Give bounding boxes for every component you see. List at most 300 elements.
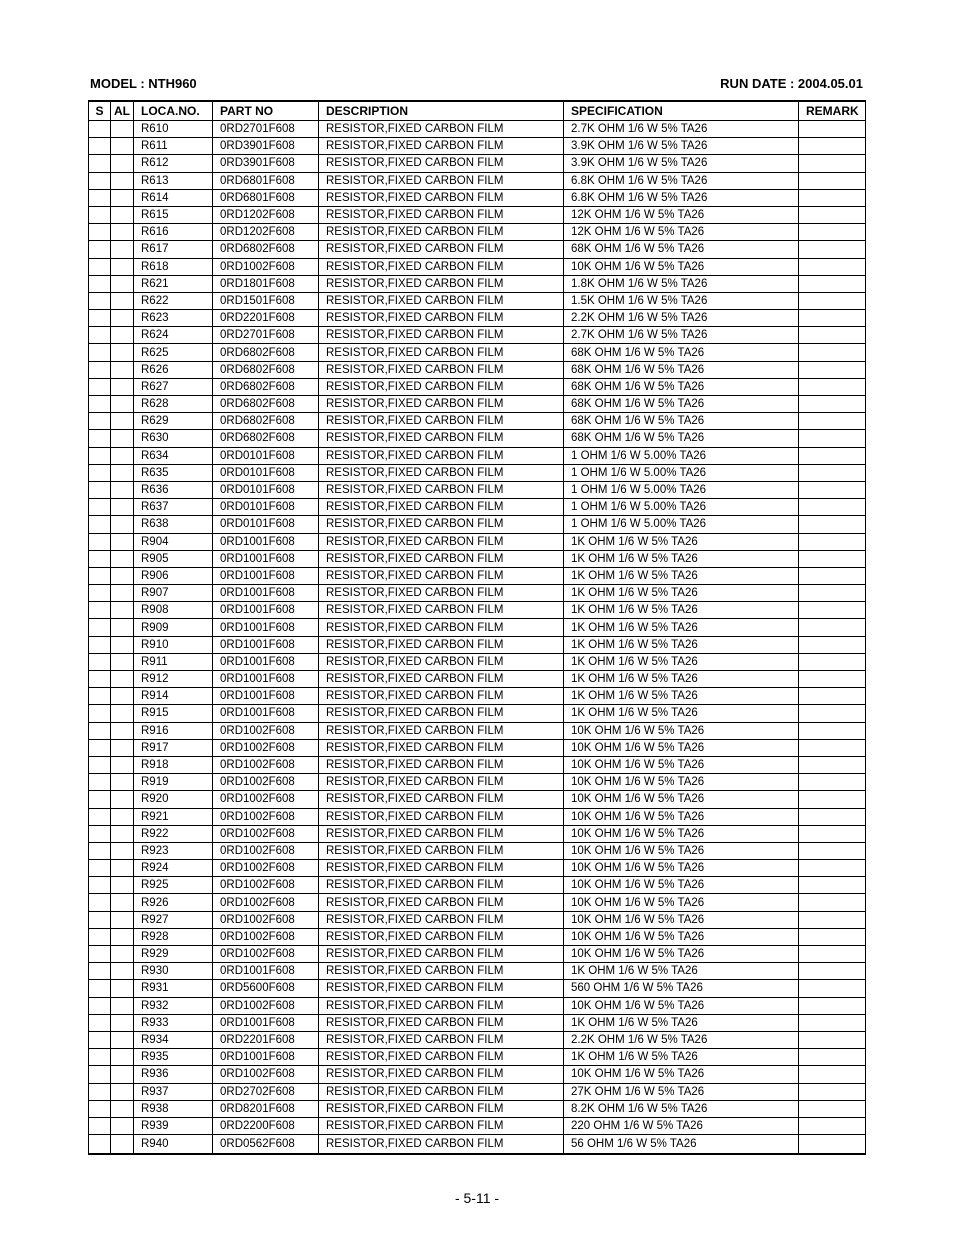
description-cell: RESISTOR,FIXED CARBON FILM	[319, 636, 564, 653]
loca-cell: R928	[134, 928, 213, 945]
description-cell: RESISTOR,FIXED CARBON FILM	[319, 172, 564, 189]
loca-cell: R621	[134, 275, 213, 292]
description-cell: RESISTOR,FIXED CARBON FILM	[319, 980, 564, 997]
specification-cell: 1K OHM 1/6 W 5% TA26	[564, 653, 799, 670]
loca-cell: R921	[134, 808, 213, 825]
table-row	[89, 275, 866, 292]
table-row	[89, 842, 866, 859]
specification-cell: 1.5K OHM 1/6 W 5% TA26	[564, 292, 799, 309]
part-no-cell: 0RD1002F608	[213, 842, 319, 859]
description-cell: RESISTOR,FIXED CARBON FILM	[319, 516, 564, 533]
loca-cell: R911	[134, 653, 213, 670]
specification-cell: 10K OHM 1/6 W 5% TA26	[564, 894, 799, 911]
remark-cell	[799, 567, 866, 584]
part-no-cell: 0RD1002F608	[213, 258, 319, 275]
al-cell	[111, 602, 134, 619]
remark-cell	[799, 206, 866, 223]
al-cell	[111, 808, 134, 825]
remark-cell	[799, 241, 866, 258]
table-row	[89, 533, 866, 550]
loca-cell: R925	[134, 877, 213, 894]
col-header-al: AL	[111, 101, 134, 121]
table-row	[89, 396, 866, 413]
description-cell: RESISTOR,FIXED CARBON FILM	[319, 791, 564, 808]
s-cell	[89, 310, 111, 327]
table-row	[89, 1014, 866, 1031]
specification-cell: 10K OHM 1/6 W 5% TA26	[564, 842, 799, 859]
specification-cell: 12K OHM 1/6 W 5% TA26	[564, 224, 799, 241]
remark-cell	[799, 911, 866, 928]
loca-cell: R929	[134, 946, 213, 963]
part-no-cell: 0RD1001F608	[213, 533, 319, 550]
remark-cell	[799, 928, 866, 945]
s-cell	[89, 499, 111, 516]
s-cell	[89, 997, 111, 1014]
remark-cell	[799, 155, 866, 172]
loca-cell: R919	[134, 774, 213, 791]
description-cell: RESISTOR,FIXED CARBON FILM	[319, 756, 564, 773]
specification-cell: 10K OHM 1/6 W 5% TA26	[564, 946, 799, 963]
description-cell: RESISTOR,FIXED CARBON FILM	[319, 1117, 564, 1134]
description-cell: RESISTOR,FIXED CARBON FILM	[319, 447, 564, 464]
specification-cell: 6.8K OHM 1/6 W 5% TA26	[564, 172, 799, 189]
al-cell	[111, 980, 134, 997]
remark-cell	[799, 894, 866, 911]
part-no-cell: 0RD1002F608	[213, 756, 319, 773]
s-cell	[89, 155, 111, 172]
part-no-cell: 0RD0562F608	[213, 1135, 319, 1155]
part-no-cell: 0RD1002F608	[213, 928, 319, 945]
specification-cell: 10K OHM 1/6 W 5% TA26	[564, 722, 799, 739]
part-no-cell: 0RD6801F608	[213, 172, 319, 189]
remark-cell	[799, 361, 866, 378]
part-no-cell: 0RD1002F608	[213, 997, 319, 1014]
part-no-cell: 0RD1001F608	[213, 671, 319, 688]
table-row	[89, 1031, 866, 1048]
loca-cell: R617	[134, 241, 213, 258]
loca-cell: R912	[134, 671, 213, 688]
col-header-remark: REMARK	[799, 101, 866, 121]
remark-cell	[799, 224, 866, 241]
remark-cell	[799, 619, 866, 636]
remark-cell	[799, 756, 866, 773]
specification-cell: 1 OHM 1/6 W 5.00% TA26	[564, 447, 799, 464]
al-cell	[111, 842, 134, 859]
al-cell	[111, 1083, 134, 1100]
loca-cell: R923	[134, 842, 213, 859]
part-no-cell: 0RD0101F608	[213, 464, 319, 481]
al-cell	[111, 1014, 134, 1031]
table-row	[89, 189, 866, 206]
loca-cell: R629	[134, 413, 213, 430]
remark-cell	[799, 292, 866, 309]
al-cell	[111, 378, 134, 395]
table-row	[89, 327, 866, 344]
description-cell: RESISTOR,FIXED CARBON FILM	[319, 671, 564, 688]
part-no-cell: 0RD1002F608	[213, 739, 319, 756]
description-cell: RESISTOR,FIXED CARBON FILM	[319, 224, 564, 241]
s-cell	[89, 705, 111, 722]
part-no-cell: 0RD6802F608	[213, 241, 319, 258]
al-cell	[111, 396, 134, 413]
s-cell	[89, 928, 111, 945]
s-cell	[89, 722, 111, 739]
al-cell	[111, 550, 134, 567]
table-row	[89, 241, 866, 258]
table-row	[89, 1066, 866, 1083]
description-cell: RESISTOR,FIXED CARBON FILM	[319, 464, 564, 481]
description-cell: RESISTOR,FIXED CARBON FILM	[319, 258, 564, 275]
table-row	[89, 688, 866, 705]
description-cell: RESISTOR,FIXED CARBON FILM	[319, 121, 564, 138]
col-header-loca: LOCA.NO.	[134, 101, 213, 121]
part-no-cell: 0RD1002F608	[213, 1066, 319, 1083]
part-no-cell: 0RD2701F608	[213, 121, 319, 138]
remark-cell	[799, 310, 866, 327]
specification-cell: 68K OHM 1/6 W 5% TA26	[564, 396, 799, 413]
part-no-cell: 0RD5600F608	[213, 980, 319, 997]
description-cell: RESISTOR,FIXED CARBON FILM	[319, 842, 564, 859]
remark-cell	[799, 1014, 866, 1031]
loca-cell: R914	[134, 688, 213, 705]
al-cell	[111, 224, 134, 241]
al-cell	[111, 946, 134, 963]
description-cell: RESISTOR,FIXED CARBON FILM	[319, 946, 564, 963]
description-cell: RESISTOR,FIXED CARBON FILM	[319, 619, 564, 636]
remark-cell	[799, 1100, 866, 1117]
al-cell	[111, 653, 134, 670]
part-no-cell: 0RD0101F608	[213, 499, 319, 516]
al-cell	[111, 481, 134, 498]
s-cell	[89, 602, 111, 619]
part-no-cell: 0RD1001F608	[213, 963, 319, 980]
al-cell	[111, 327, 134, 344]
specification-cell: 10K OHM 1/6 W 5% TA26	[564, 774, 799, 791]
loca-cell: R622	[134, 292, 213, 309]
specification-cell: 10K OHM 1/6 W 5% TA26	[564, 1066, 799, 1083]
table-row	[89, 258, 866, 275]
s-cell	[89, 464, 111, 481]
specification-cell: 56 OHM 1/6 W 5% TA26	[564, 1135, 799, 1155]
loca-cell: R934	[134, 1031, 213, 1048]
remark-cell	[799, 705, 866, 722]
description-cell: RESISTOR,FIXED CARBON FILM	[319, 430, 564, 447]
loca-cell: R924	[134, 860, 213, 877]
s-cell	[89, 189, 111, 206]
specification-cell: 2.2K OHM 1/6 W 5% TA26	[564, 1031, 799, 1048]
s-cell	[89, 396, 111, 413]
s-cell	[89, 206, 111, 223]
description-cell: RESISTOR,FIXED CARBON FILM	[319, 825, 564, 842]
table-row	[89, 550, 866, 567]
table-row	[89, 1117, 866, 1134]
page-number: - 5-11 -	[454, 1190, 500, 1206]
al-cell	[111, 258, 134, 275]
description-cell: RESISTOR,FIXED CARBON FILM	[319, 774, 564, 791]
loca-cell: R616	[134, 224, 213, 241]
loca-cell: R933	[134, 1014, 213, 1031]
s-cell	[89, 361, 111, 378]
s-cell	[89, 1014, 111, 1031]
al-cell	[111, 413, 134, 430]
al-cell	[111, 688, 134, 705]
remark-cell	[799, 585, 866, 602]
s-cell	[89, 1100, 111, 1117]
table-row	[89, 602, 866, 619]
remark-cell	[799, 722, 866, 739]
table-row	[89, 585, 866, 602]
part-no-cell: 0RD0101F608	[213, 516, 319, 533]
al-cell	[111, 499, 134, 516]
description-cell: RESISTOR,FIXED CARBON FILM	[319, 550, 564, 567]
description-cell: RESISTOR,FIXED CARBON FILM	[319, 1014, 564, 1031]
loca-cell: R624	[134, 327, 213, 344]
table-row	[89, 636, 866, 653]
remark-cell	[799, 1083, 866, 1100]
specification-cell: 10K OHM 1/6 W 5% TA26	[564, 808, 799, 825]
specification-cell: 1K OHM 1/6 W 5% TA26	[564, 636, 799, 653]
al-cell	[111, 172, 134, 189]
table-row	[89, 705, 866, 722]
al-cell	[111, 516, 134, 533]
part-no-cell: 0RD3901F608	[213, 155, 319, 172]
table-row	[89, 413, 866, 430]
col-header-specification: SPECIFICATION	[564, 101, 799, 121]
s-cell	[89, 1083, 111, 1100]
remark-cell	[799, 481, 866, 498]
s-cell	[89, 774, 111, 791]
table-row	[89, 653, 866, 670]
s-cell	[89, 481, 111, 498]
al-cell	[111, 1117, 134, 1134]
specification-cell: 1K OHM 1/6 W 5% TA26	[564, 1014, 799, 1031]
remark-cell	[799, 344, 866, 361]
part-no-cell: 0RD1001F608	[213, 602, 319, 619]
table-row	[89, 292, 866, 309]
al-cell	[111, 791, 134, 808]
s-cell	[89, 413, 111, 430]
s-cell	[89, 292, 111, 309]
description-cell: RESISTOR,FIXED CARBON FILM	[319, 413, 564, 430]
remark-cell	[799, 172, 866, 189]
description-cell: RESISTOR,FIXED CARBON FILM	[319, 1031, 564, 1048]
table-row	[89, 361, 866, 378]
loca-cell: R932	[134, 997, 213, 1014]
description-cell: RESISTOR,FIXED CARBON FILM	[319, 344, 564, 361]
al-cell	[111, 567, 134, 584]
remark-cell	[799, 653, 866, 670]
loca-cell: R615	[134, 206, 213, 223]
part-no-cell: 0RD1001F608	[213, 1049, 319, 1066]
table-row	[89, 138, 866, 155]
al-cell	[111, 292, 134, 309]
specification-cell: 1 OHM 1/6 W 5.00% TA26	[564, 516, 799, 533]
loca-cell: R612	[134, 155, 213, 172]
al-cell	[111, 825, 134, 842]
s-cell	[89, 877, 111, 894]
s-cell	[89, 894, 111, 911]
part-no-cell: 0RD1001F608	[213, 567, 319, 584]
s-cell	[89, 533, 111, 550]
description-cell: RESISTOR,FIXED CARBON FILM	[319, 327, 564, 344]
specification-cell: 3.9K OHM 1/6 W 5% TA26	[564, 155, 799, 172]
specification-cell: 1K OHM 1/6 W 5% TA26	[564, 688, 799, 705]
remark-cell	[799, 327, 866, 344]
s-cell	[89, 275, 111, 292]
table-row	[89, 774, 866, 791]
table-row	[89, 722, 866, 739]
remark-cell	[799, 877, 866, 894]
loca-cell: R917	[134, 739, 213, 756]
remark-cell	[799, 1117, 866, 1134]
table-row	[89, 1135, 866, 1155]
table-row	[89, 756, 866, 773]
s-cell	[89, 241, 111, 258]
specification-cell: 10K OHM 1/6 W 5% TA26	[564, 877, 799, 894]
description-cell: RESISTOR,FIXED CARBON FILM	[319, 1135, 564, 1155]
al-cell	[111, 344, 134, 361]
description-cell: RESISTOR,FIXED CARBON FILM	[319, 189, 564, 206]
s-cell	[89, 688, 111, 705]
part-no-cell: 0RD6802F608	[213, 413, 319, 430]
part-no-cell: 0RD2702F608	[213, 1083, 319, 1100]
specification-cell: 1K OHM 1/6 W 5% TA26	[564, 602, 799, 619]
description-cell: RESISTOR,FIXED CARBON FILM	[319, 1100, 564, 1117]
s-cell	[89, 447, 111, 464]
table-row	[89, 378, 866, 395]
table-row	[89, 997, 866, 1014]
specification-cell: 68K OHM 1/6 W 5% TA26	[564, 361, 799, 378]
table-row	[89, 1049, 866, 1066]
remark-cell	[799, 430, 866, 447]
part-no-cell: 0RD0101F608	[213, 447, 319, 464]
al-cell	[111, 447, 134, 464]
description-cell: RESISTOR,FIXED CARBON FILM	[319, 241, 564, 258]
description-cell: RESISTOR,FIXED CARBON FILM	[319, 1049, 564, 1066]
remark-cell	[799, 963, 866, 980]
description-cell: RESISTOR,FIXED CARBON FILM	[319, 911, 564, 928]
table-row	[89, 1100, 866, 1117]
s-cell	[89, 344, 111, 361]
part-no-cell: 0RD1002F608	[213, 911, 319, 928]
specification-cell: 10K OHM 1/6 W 5% TA26	[564, 825, 799, 842]
description-cell: RESISTOR,FIXED CARBON FILM	[319, 533, 564, 550]
loca-cell: R906	[134, 567, 213, 584]
description-cell: RESISTOR,FIXED CARBON FILM	[319, 310, 564, 327]
al-cell	[111, 722, 134, 739]
al-cell	[111, 464, 134, 481]
part-no-cell: 0RD1202F608	[213, 224, 319, 241]
description-cell: RESISTOR,FIXED CARBON FILM	[319, 396, 564, 413]
loca-cell: R908	[134, 602, 213, 619]
loca-cell: R915	[134, 705, 213, 722]
loca-cell: R940	[134, 1135, 213, 1155]
part-no-cell: 0RD6802F608	[213, 396, 319, 413]
remark-cell	[799, 1066, 866, 1083]
table-row	[89, 963, 866, 980]
specification-cell: 1K OHM 1/6 W 5% TA26	[564, 963, 799, 980]
s-cell	[89, 1066, 111, 1083]
table-row	[89, 877, 866, 894]
table-row	[89, 791, 866, 808]
part-no-cell: 0RD1001F608	[213, 550, 319, 567]
loca-cell: R610	[134, 121, 213, 138]
part-no-cell: 0RD1002F608	[213, 808, 319, 825]
part-no-cell: 0RD6802F608	[213, 378, 319, 395]
remark-cell	[799, 413, 866, 430]
specification-cell: 1 OHM 1/6 W 5.00% TA26	[564, 499, 799, 516]
description-cell: RESISTOR,FIXED CARBON FILM	[319, 138, 564, 155]
s-cell	[89, 430, 111, 447]
s-cell	[89, 671, 111, 688]
al-cell	[111, 241, 134, 258]
specification-cell: 68K OHM 1/6 W 5% TA26	[564, 241, 799, 258]
al-cell	[111, 206, 134, 223]
description-cell: RESISTOR,FIXED CARBON FILM	[319, 860, 564, 877]
loca-cell: R907	[134, 585, 213, 602]
remark-cell	[799, 138, 866, 155]
s-cell	[89, 1049, 111, 1066]
al-cell	[111, 894, 134, 911]
s-cell	[89, 619, 111, 636]
description-cell: RESISTOR,FIXED CARBON FILM	[319, 481, 564, 498]
specification-cell: 68K OHM 1/6 W 5% TA26	[564, 378, 799, 395]
al-cell	[111, 911, 134, 928]
table-row	[89, 808, 866, 825]
specification-cell: 2.2K OHM 1/6 W 5% TA26	[564, 310, 799, 327]
description-cell: RESISTOR,FIXED CARBON FILM	[319, 361, 564, 378]
loca-cell: R638	[134, 516, 213, 533]
description-cell: RESISTOR,FIXED CARBON FILM	[319, 705, 564, 722]
loca-cell: R918	[134, 756, 213, 773]
part-no-cell: 0RD2200F608	[213, 1117, 319, 1134]
table-row	[89, 980, 866, 997]
part-no-cell: 0RD1001F608	[213, 1014, 319, 1031]
remark-cell	[799, 1049, 866, 1066]
specification-cell: 6.8K OHM 1/6 W 5% TA26	[564, 189, 799, 206]
table-row	[89, 481, 866, 498]
part-no-cell: 0RD1002F608	[213, 860, 319, 877]
s-cell	[89, 172, 111, 189]
loca-cell: R904	[134, 533, 213, 550]
col-header-s: S	[89, 101, 111, 121]
remark-cell	[799, 258, 866, 275]
al-cell	[111, 705, 134, 722]
s-cell	[89, 224, 111, 241]
remark-cell	[799, 447, 866, 464]
loca-cell: R614	[134, 189, 213, 206]
part-no-cell: 0RD2201F608	[213, 1031, 319, 1048]
remark-cell	[799, 980, 866, 997]
remark-cell	[799, 860, 866, 877]
description-cell: RESISTOR,FIXED CARBON FILM	[319, 275, 564, 292]
s-cell	[89, 842, 111, 859]
loca-cell: R626	[134, 361, 213, 378]
al-cell	[111, 275, 134, 292]
model-label: MODEL : NTH960	[90, 76, 197, 91]
table-row	[89, 911, 866, 928]
table-row	[89, 499, 866, 516]
s-cell	[89, 653, 111, 670]
remark-cell	[799, 825, 866, 842]
table-row	[89, 172, 866, 189]
loca-cell: R916	[134, 722, 213, 739]
loca-cell: R938	[134, 1100, 213, 1117]
specification-cell: 10K OHM 1/6 W 5% TA26	[564, 756, 799, 773]
al-cell	[111, 619, 134, 636]
description-cell: RESISTOR,FIXED CARBON FILM	[319, 567, 564, 584]
table-row	[89, 928, 866, 945]
